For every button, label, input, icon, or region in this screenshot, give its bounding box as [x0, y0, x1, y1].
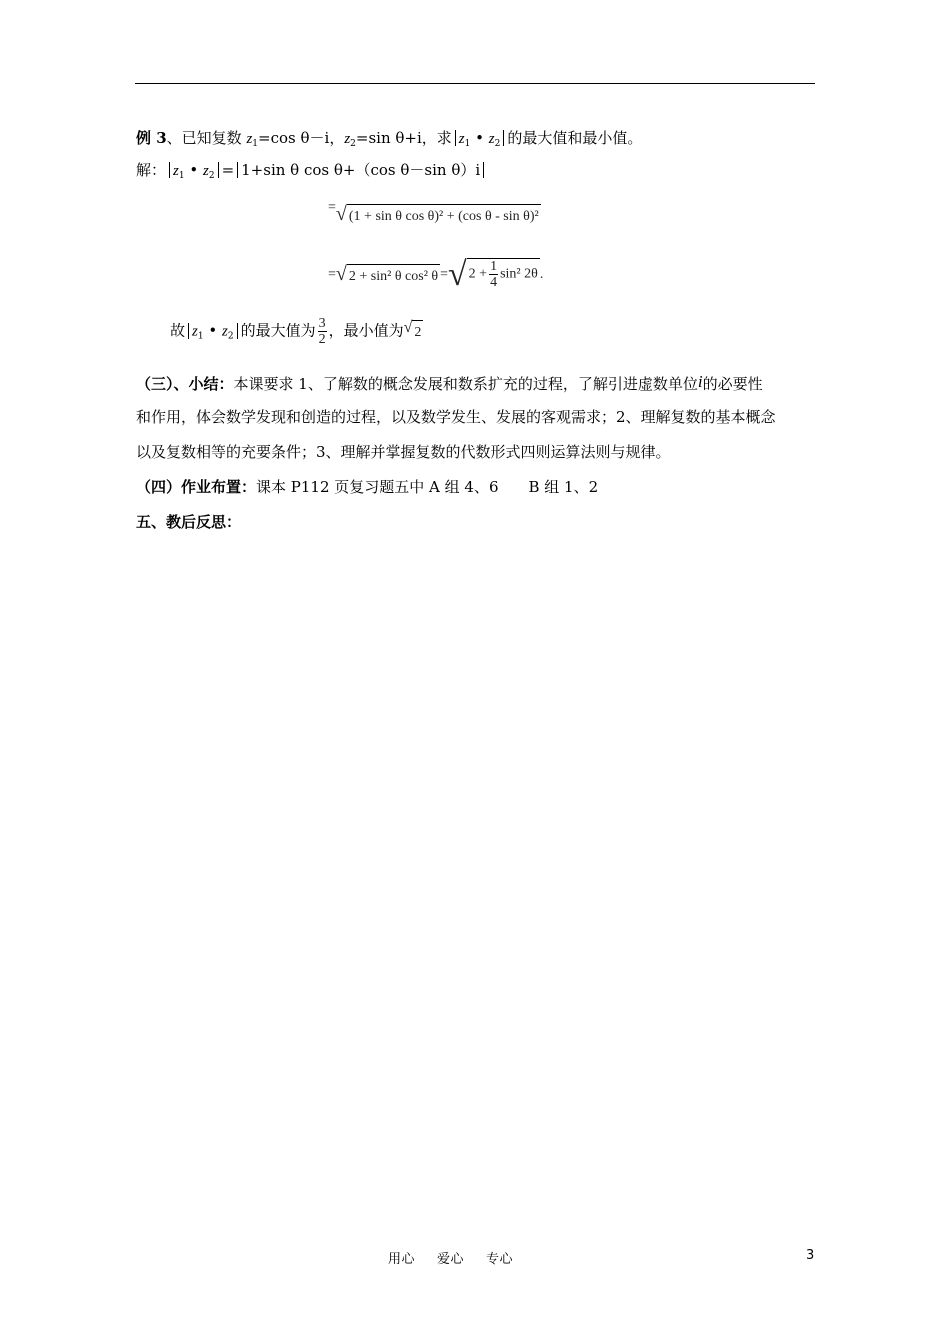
- motto-word: 专心: [486, 1252, 514, 1267]
- z1-symbol: z: [192, 323, 198, 340]
- product-dot: •: [203, 321, 222, 340]
- z1-subscript: 1: [178, 171, 185, 181]
- sqrt-expression: [448, 258, 540, 292]
- min-label: ，最小值为: [328, 321, 404, 340]
- z1-symbol: z: [173, 163, 179, 179]
- solution-expression: 1+sin θ cos θ+（cos θ－sin θ）i: [241, 161, 481, 179]
- radicand: (1 + sin θ cos θ)² + (cos θ - sin θ)²: [347, 204, 541, 227]
- z2-subscript: 2: [350, 139, 356, 149]
- z1-subscript: 1: [252, 139, 259, 149]
- conclusion-prefix: 故: [170, 321, 186, 340]
- homework-line: [136, 477, 598, 497]
- z1-definition: =cos θ－i，: [258, 129, 345, 147]
- fraction: [489, 259, 498, 290]
- homework-text: 课本 P112 页复习题五中 A 组 4、6 B 组 1、2: [256, 478, 599, 496]
- max-label: 的最大值为: [240, 321, 316, 340]
- radicand-part: sin² 2θ: [500, 266, 538, 282]
- example-3-line: [136, 128, 642, 154]
- period: .: [539, 267, 544, 283]
- z2-subscript: 2: [494, 139, 501, 149]
- z2-subscript: 2: [208, 171, 215, 181]
- radicand: 2: [412, 320, 423, 343]
- summary-line-3: 以及复数相等的充要条件；3、理解并掌握复数的代数形式四则运算法则与规律。: [136, 443, 671, 461]
- radical-icon: √: [403, 319, 413, 336]
- equals-sign: =: [440, 267, 448, 283]
- radicand-part: 2 +: [468, 266, 488, 282]
- modulus-bar-left: [169, 162, 170, 178]
- motto-word: 用心: [388, 1252, 416, 1267]
- modulus-bar-left: [188, 323, 189, 339]
- radicand: 2 + sin² θ cos² θ: [347, 264, 440, 287]
- example-text: 、已知复数: [166, 129, 247, 147]
- fraction-numerator: 3: [318, 316, 326, 331]
- solution-step-2: [328, 198, 541, 227]
- summary-heading: （三）、小结：: [136, 375, 234, 393]
- z1-symbol: z: [246, 131, 253, 147]
- solution-label: 解：: [136, 161, 167, 179]
- modulus-bar-right: [503, 130, 504, 146]
- z2-definition: =sin θ+i，求: [355, 129, 452, 147]
- fraction-denominator: 2: [318, 332, 326, 347]
- fraction-numerator: 1: [490, 259, 498, 274]
- reflection-heading: 五、教后反思：: [136, 513, 242, 531]
- radical-icon: √: [335, 203, 347, 226]
- solution-line: [136, 160, 487, 186]
- example-question-end: 的最大值和最小值。: [507, 129, 643, 147]
- product-dot: •: [470, 129, 489, 147]
- equals-sign: =: [221, 161, 235, 179]
- motto-word: 爱心: [437, 1252, 465, 1267]
- conclusion-line: [170, 316, 423, 347]
- z2-subscript: 2: [227, 331, 234, 342]
- z2-symbol: z: [202, 163, 209, 179]
- summary-text: 的必要性: [702, 375, 763, 393]
- min-value-sqrt: [404, 320, 424, 343]
- z2-symbol: z: [221, 323, 228, 340]
- modulus-bar-right: [237, 323, 238, 339]
- z1-symbol: z: [458, 131, 465, 147]
- radical-icon: √: [335, 262, 347, 285]
- equals-sign: =: [328, 200, 336, 215]
- modulus-bar-right: [483, 162, 484, 178]
- example-label: 例 3: [136, 129, 167, 147]
- modulus-bar-left: [455, 130, 456, 146]
- solution-step-3: [328, 258, 543, 292]
- sqrt-expression: [336, 204, 541, 227]
- summary-line-1: [136, 372, 763, 394]
- product-dot: •: [184, 161, 203, 179]
- sqrt-expression: [336, 264, 440, 287]
- z1-subscript: 1: [464, 139, 471, 149]
- modulus-bar-left: [237, 162, 238, 178]
- footer-motto: [388, 1248, 535, 1267]
- header-rule: [135, 83, 815, 84]
- radicand: [467, 258, 540, 292]
- z2-symbol: z: [488, 131, 495, 147]
- summary-text: 本课要求 1、了解数的概念发展和数系扩充的过程，了解引进虚数单位: [233, 375, 698, 393]
- max-value-fraction: [318, 316, 327, 347]
- modulus-bar-right: [218, 162, 219, 178]
- fraction-denominator: 4: [490, 275, 498, 290]
- z2-symbol: z: [344, 131, 351, 147]
- z1-subscript: 1: [197, 331, 204, 342]
- summary-line-2: 和作用，体会数学发现和创造的过程，以及数学发生、发展的客观需求；2、理解复数的基本概念: [136, 408, 776, 426]
- imaginary-unit-symbol: i: [697, 372, 703, 391]
- page-number: 3: [806, 1248, 815, 1263]
- homework-heading: （四）作业布置：: [136, 478, 257, 496]
- equals-sign: =: [328, 267, 336, 283]
- radical-icon: √: [448, 256, 467, 293]
